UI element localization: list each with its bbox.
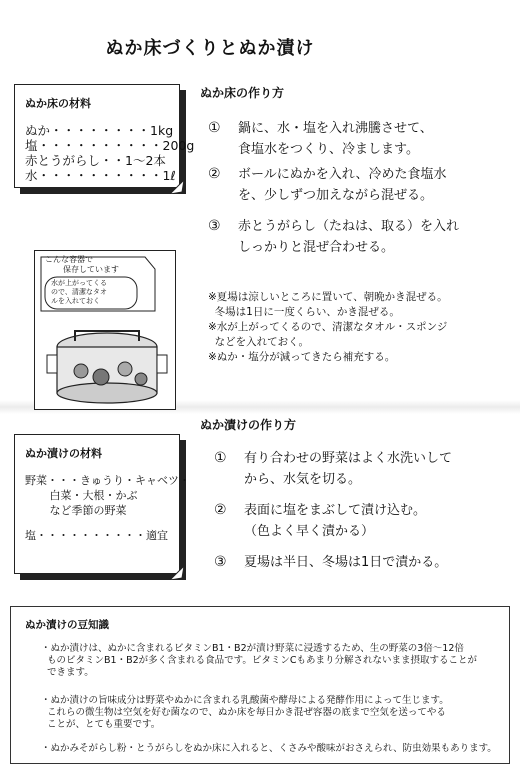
step-number: ② xyxy=(208,166,221,182)
nukadoko-note: などを入れておく。 xyxy=(208,336,309,348)
nukadoko-note: 冬場は1日に一度くらい、かき混ぜる。 xyxy=(208,306,400,318)
ingredient-line: など季節の野菜 xyxy=(25,504,127,517)
step-number: ③ xyxy=(214,554,227,570)
ingredient-line: 野菜・・・きゅうり・キャベツ・ xyxy=(25,474,190,487)
illustration-caption xyxy=(45,255,119,275)
container-illustration xyxy=(34,250,176,410)
step-text: ボールにぬかを入れ、冷めた食塩水 を、少しずつ加えながら混ぜる。 xyxy=(238,167,447,203)
step-text: 有り合わせの野菜はよく水洗いして から、水気を切る。 xyxy=(244,451,453,487)
nukadoko-ingredients-heading: ぬか床の材料 xyxy=(25,97,91,110)
step-number: ① xyxy=(214,450,227,466)
page-title: ぬか床づくりとぬか漬け xyxy=(105,38,315,59)
ingredient-line xyxy=(25,518,169,528)
step-number: ③ xyxy=(208,218,221,234)
nukadoko-note: ※水が上がってくるので、清潔なタオル・スポンジ xyxy=(208,321,448,333)
step-text: 表面に塩をまぶして漬け込む。 （色よく早く漬かる） xyxy=(244,503,427,539)
ingredient-line: 白菜・大根・かぶ xyxy=(25,489,138,502)
tips-paragraph: ・ぬかみそがらし粉・とうがらしをぬか床に入れると、くさみや酸味がおさえられ、防虫効果もあります。 xyxy=(41,743,497,754)
tips-paragraph: ・ぬか漬けは、ぬかに含まれるビタミンB1・B2が漬け野菜に浸透するため、生の野菜の3倍〜12倍 ものビタミンB1・B2が多く含まれる食品です。ビタミンCもあまり分解されないまま摂取することが できます。 xyxy=(41,643,478,678)
bubble-line: 水が上がってくる xyxy=(51,279,107,287)
nukadoko-note: ※夏場は涼しいところに置いて、朝晩かき混ぜる。 xyxy=(208,291,448,303)
bubble-line: ので、清潔なタオ xyxy=(51,288,107,296)
nukazuke-method-heading: ぬか漬けの作り方 xyxy=(200,418,297,432)
tips-heading: ぬか漬けの豆知識 xyxy=(25,619,109,631)
nukazuke-ingredients-heading: ぬか漬けの材料 xyxy=(25,447,102,460)
step-number: ① xyxy=(208,120,221,136)
ingredient-line: 赤とうがらし・・1〜2本 xyxy=(25,153,166,168)
caption-line: こんな容器で xyxy=(45,255,93,264)
step-text: 鍋に、水・塩を入れ沸騰させて、 食塩水をつくり、冷まします。 xyxy=(238,121,433,157)
ingredient-line: 水・・・・・・・・・・1ℓ xyxy=(25,168,176,183)
nukazuke-ingredients-card xyxy=(14,434,190,574)
tips-panel xyxy=(10,606,510,764)
ingredient-line: 塩・・・・・・・・・・200g xyxy=(25,138,195,153)
illustration-bubble xyxy=(51,279,107,306)
tips-paragraph: ・ぬか漬けの旨味成分は野菜やぬかに含まれる乳酸菌や酵母による発酵作用によって生じます。 これらの微生物は空気を好む菌なので、ぬか床を毎日かき混ぜ容器の底まで空気を送ってやる ことが、とても重要です。 xyxy=(41,695,449,730)
nukadoko-ingredients-card xyxy=(14,84,195,188)
step-number: ② xyxy=(214,502,227,518)
ingredient-line: ぬか・・・・・・・・1kg xyxy=(25,123,174,138)
step-text: 赤とうがらし（たねは、取る）を入れ しっかりと混ぜ合わせる。 xyxy=(238,219,460,255)
ingredient-line: 塩・・・・・・・・・・適宜 xyxy=(25,529,168,542)
page-curl-icon xyxy=(170,566,184,580)
page-curl-icon xyxy=(170,180,184,194)
caption-line: 保存しています xyxy=(63,265,119,274)
bubble-line: ルを入れておく xyxy=(51,297,100,305)
nukadoko-method-heading: ぬか床の作り方 xyxy=(200,86,285,100)
nukadoko-note: ※ぬか・塩分が減ってきたら補充する。 xyxy=(208,351,396,363)
step-text: 夏場は半日、冬場は1日で漬かる。 xyxy=(244,555,448,570)
